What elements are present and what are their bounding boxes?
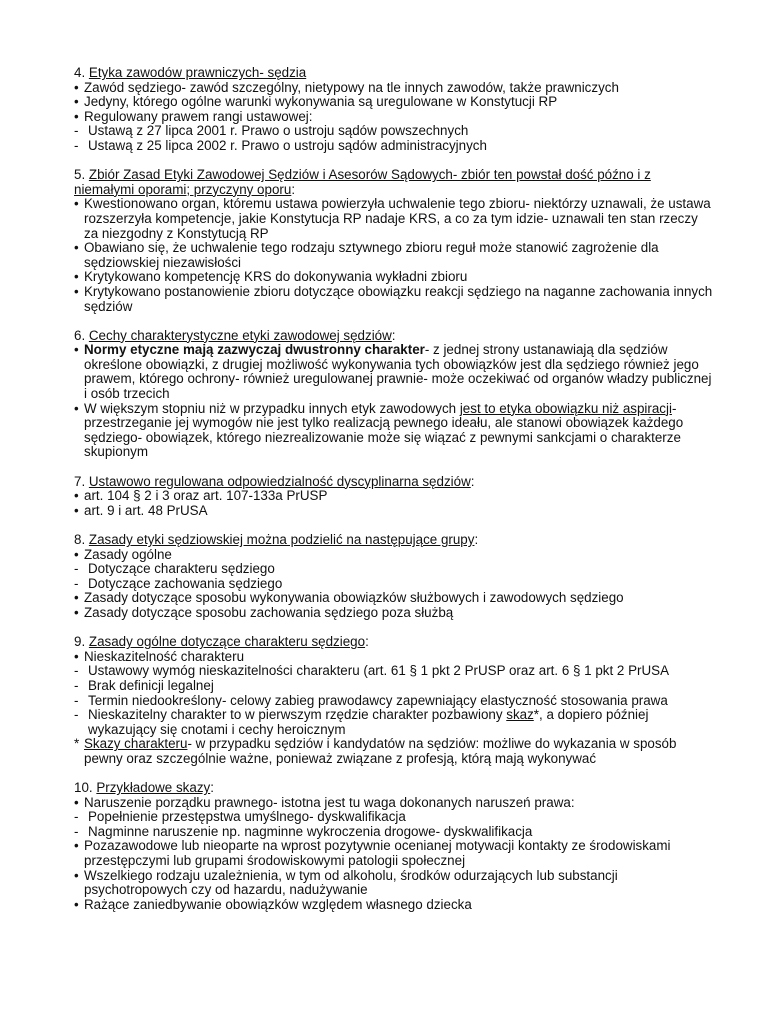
list-item: - Nieskazitelny charakter to w pierwszym rzędzie charakter pozbawiony skaz*, a dopiero później wykazujący się cnotami i cechy heroicznym (74, 707, 649, 737)
list-item: • Krytykowano postanowienie zbioru dotyczące obowiązku reakcji sędziego na naganne zachowania innych sędziów (74, 283, 713, 314)
list-item: - Brak definicji legalnej (74, 677, 214, 693)
bullet-marker: • (74, 604, 79, 620)
bullet-marker: • (74, 867, 79, 883)
list-item: • Rażące zaniedbywanie obowiązków względem własnego dziecka (74, 896, 472, 912)
section-heading: 8. Zasady etyki sędziowskiej można podzielić na następujące grupy: (74, 532, 479, 547)
list-item: • Obawiano się, że uchwalenie tego rodzaju sztywnego zbioru reguł może stanowić zagrożenie dla sędziowskiej niezawisłości (74, 240, 659, 270)
dash-marker: - (74, 692, 79, 708)
section-heading (74, 66, 714, 81)
dash-marker: - (74, 123, 79, 139)
bullet-marker: • (74, 502, 79, 518)
list-item: - Dotyczące zachowania sędziego (74, 575, 283, 591)
document-page (74, 66, 714, 927)
bullet-marker: • (74, 108, 79, 124)
section-number: 7. (74, 473, 89, 489)
section-6 (74, 329, 714, 460)
list-item: • Kwestionowano organ, któremu ustawa powierzyła uchwalenie tego zbioru- niektórzy uznawali, że ustawa rozszerzyła kompetencje, jakie Konstytucja RP nadaje KRS, a co za tym idzie- uznawali ten stan rzeczy za niezgodny z Konstytucją RP (74, 196, 711, 241)
bullet-marker: • (74, 79, 79, 95)
list-item: • Naruszenie porządku prawnego- istotna jest tu waga dokonanych naruszeń prawa: (74, 794, 575, 810)
bullet-marker: • (74, 400, 79, 416)
star-marker: * (74, 736, 80, 752)
list-item: • art. 104 § 2 i 3 oraz art. 107-133a PrUSP (74, 488, 328, 504)
bullet-marker: • (74, 196, 79, 212)
list-item: • Zasady ogólne (74, 546, 172, 562)
section-title: Zasady etyki sędziowskiej można podzielić na następujące grupy (88, 532, 475, 547)
list-item: • Normy etyczne mają zazwyczaj dwustronny charakter- z jednej strony ustanawiają dla sędziów określone obowiązki, z drugiej możliwość wykonywania tych obowiązków jest dla sędziego również jego prawem, którego ochrony- również uregulowanej prawnie- może oczekiwać od organów władzy publicznej i osób trzecich (74, 342, 712, 402)
section-title: Ustawowo regulowana odpowiedzialność dyscyplinarna sędziów (88, 473, 471, 489)
list-item: - Ustawą z 27 lipca 2001 r. Prawo o ustroju sądów powszechnych (74, 123, 469, 139)
section-4 (74, 66, 714, 154)
list-item: - Popełnienie przestępstwa umyślnego- dyskwalifikacja (74, 809, 406, 825)
bullet-marker: • (74, 838, 79, 854)
section-number: 5. (74, 167, 89, 183)
list-item: * Skazy charakteru- w przypadku sędziów i kandydatów na sędziów: możliwe do wykazania w sposób pewny oraz szczególnie ważne, ponieważ związane z profesją, którą mają wykonywać (74, 736, 677, 766)
section-heading: 7. Ustawowo regulowana odpowiedzialność dyscyplinarna sędziów: (74, 473, 475, 489)
list-item: - Dotyczące charakteru sędziego (74, 561, 275, 577)
section-10 (74, 781, 714, 912)
list-item: - Ustawowy wymóg nieskazitelności charakteru (art. 61 § 1 pkt 2 PrUSP oraz art. 6 § 1 pkt 2 PrUSA (74, 663, 670, 679)
bullet-marker: • (74, 269, 79, 285)
section-title: Cechy charakterystyczne etyki zawodowej sędziów (88, 327, 392, 343)
list-item: - Ustawą z 25 lipca 2002 r. Prawo o ustroju sądów administracyjnych (74, 137, 487, 153)
underlined-phrase: jest to etyka obowiązku niż aspiracji (459, 400, 672, 416)
dash-marker: - (74, 677, 79, 693)
dash-marker: - (74, 575, 79, 591)
list-item: • Wszelkiego rodzaju uzależnienia, w tym od alkoholu, środków odurzających lub substancji psychotropowych czy od hazardu, nadużywanie (74, 867, 618, 898)
section-number: 4. (74, 65, 89, 80)
dash-marker: - (74, 809, 79, 825)
section-8 (74, 533, 714, 621)
bullet-marker: • (74, 896, 79, 912)
list-item: - Nagminne naruszenie np. nagminne wykroczenia drogowe- dyskwalifikacja (74, 823, 533, 839)
section-title: Przykładowe skazy (96, 780, 211, 796)
section-heading: 10. Przykładowe skazy: (74, 780, 214, 796)
section-number: 8. (74, 532, 89, 547)
section-title: Etyka zawodów prawniczych- sędzia (88, 65, 307, 80)
dash-marker: - (74, 137, 79, 153)
list-item: • Pozazawodowe lub nieoparte na wprost pozytywnie ocenianej motywacji kontakty ze środowiskami przestępczymi lub grupami środowiskowymi patologii społecznej (74, 838, 671, 869)
list-item: • Zawód sędziego- zawód szczególny, nietypowy na tle innych zawodów, także prawniczych (74, 79, 619, 95)
section-number: 9. (74, 634, 89, 650)
bullet-marker: • (74, 488, 79, 504)
dash-marker: - (74, 707, 79, 723)
list-item: • W większym stopniu niż w przypadku innych etyk zawodowych jest to etyka obowiązku niż aspiracji- przestrzeganie jej wymogów nie jest tylko realizacją pewnego ideału, ale stanowi obowiązek każdego sędziego- obowiązek, którego niezrealizowanie może się wiązać z pewnymi sankcjami o charakterze skupionym (74, 400, 684, 460)
bullet-marker: • (74, 590, 79, 606)
section-number: 6. (74, 327, 89, 343)
bullet-marker: • (74, 283, 79, 299)
list-item: - Termin niedookreślony- celowy zabieg prawodawcy zapewniający elastyczność stosowania prawa (74, 692, 668, 708)
section-heading: 5. Zbiór Zasad Etyki Zawodowej Sędziów i Asesorów Sądowych- zbiór ten powstał dość późno i z niemałymi oporami; przyczyny oporu: (74, 167, 651, 197)
list-item: • Nieskazitelność charakteru (74, 648, 245, 664)
section-7 (74, 475, 714, 519)
bullet-marker: • (74, 94, 79, 110)
section-5 (74, 168, 714, 314)
bullet-marker: • (74, 546, 79, 562)
section-title: Zasady ogólne dotyczące charakteru sędziego (88, 634, 366, 650)
section-number: 10. (74, 780, 97, 796)
section-title: Zbiór Zasad Etyki Zawodowej Sędziów i Asesorów Sądowych- zbiór ten powstał dość późno i z niemałymi oporami; przyczyny oporu (74, 167, 651, 197)
bullet-marker: • (74, 648, 79, 664)
dash-marker: - (74, 561, 79, 577)
bullet-marker: • (74, 342, 79, 358)
list-item: • art. 9 i art. 48 PrUSA (74, 502, 208, 518)
section-9 (74, 635, 714, 766)
dash-marker: - (74, 663, 79, 679)
bullet-marker: • (74, 794, 79, 810)
bullet-marker: • (74, 240, 79, 256)
underlined-phrase: Skazy charakteru (84, 736, 188, 752)
dash-marker: - (74, 823, 79, 839)
list-item: • Krytykowano kompetencję KRS do dokonywania wykładni zbioru (74, 269, 468, 285)
list-item: • Jedyny, którego ogólne warunki wykonywania są uregulowane w Konstytucji RP (74, 94, 558, 110)
section-heading: 9. Zasady ogólne dotyczące charakteru sędziego: (74, 634, 369, 650)
list-item: • Regulowany prawem rangi ustawowej: (74, 108, 313, 124)
underlined-phrase: skaz (506, 707, 534, 723)
list-item: • Zasady dotyczące sposobu wykonywania obowiązków służbowych i zawodowych sędziego (74, 590, 624, 606)
list-item: • Zasady dotyczące sposobu zachowania sędziego poza służbą (74, 604, 454, 620)
section-heading: 6. Cechy charakterystyczne etyki zawodowej sędziów: (74, 327, 396, 343)
bold-phrase: Normy etyczne mają zazwyczaj dwustronny charakter (84, 342, 425, 358)
